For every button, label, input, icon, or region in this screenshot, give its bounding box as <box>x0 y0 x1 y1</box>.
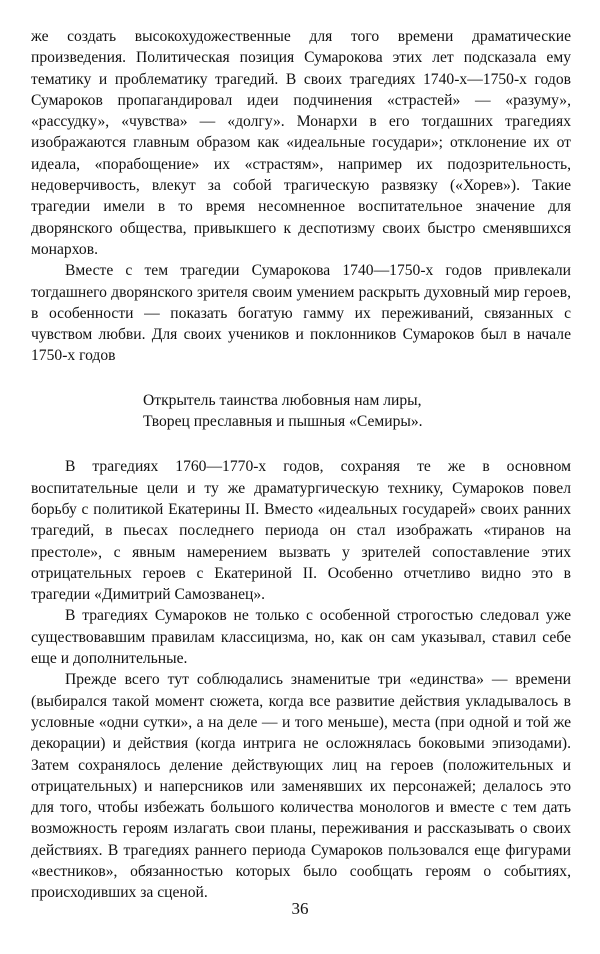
verse-line-1: Открытель таинства любовныя нам лиры, <box>143 391 422 409</box>
verse-quotation <box>31 390 571 433</box>
paragraph-early-tragedies-appeal: Вместе с тем трагедии Сумарокова 1740—1750-х годов привлекали тогдашнего дворянского зрителя своим умением раскрыть духовный мир героев, в особенности — показать богатую гамму их переживаний, связанных с чувством любви. Для своих учеников и поклонников Сумароков был в начале 1750-х годов <box>31 262 571 365</box>
paragraph-classicism-rules: В трагедиях Сумароков не только с особенной строгостью следовал уже существовавшим правилам классицизма, но, как он сам указывал, ставил себе еще и дополнительные. <box>31 607 571 668</box>
paragraph-late-tragedies: В трагедиях 1760—1770-х годов, сохраняя те же в основном воспитательные цели и ту же драматургическую технику, Сумароков повел борьбу с политикой Екатерины II. Вместо «идеальных государей» своих ранних трагедий, в пьесах последнего периода он стал изображать «тиранов на престоле», с явным намерением вызвать у зрителей сопоставление этих отрицательных героев с Екатериной II. Особенно отчетливо видно это в трагедии «Димитрий Самозванец». <box>31 458 571 604</box>
page-number: 36 <box>291 899 309 918</box>
paragraph-continuation: же создать высокохудожественные для того времени драматические произведения. Политическая позиция Сумарокова этих лет подсказала ему тематику и проблематику трагедий. В своих трагедиях 1740-х—1750-х годов Сумароков пропагандировал идеи подчинения «страстей» — «разуму», «рассудку», «чувства» — «долгу». Монархи в его тогдашних трагедиях изображаются главным образом как «идеальные государи»; отклонение их от идеала, «порабощение» их «страстям», например их подозрительность, недоверчивость, влекут за собой трагическую развязку («Хорев»). Такие трагедии имели в то время несомненное воспитательное значение для дворянского общества, привыкшего к деспотизму своих быстро сменявшихся монархов. <box>31 28 571 258</box>
paragraph-three-unities: Прежде всего тут соблюдались знаменитые три «единства» — времени (выбирался такой момент сюжета, когда все развитие действия укладывалось в условные «одни сутки», а на деле — и того меньше), места (при одной и той же декорации) и действия (когда интрига не осложнялась боковыми эпизодами). Затем сохранялось деление действующих лиц на героев (положительных и отрицательных) и наперсников или заменявших их персонажей; делалось это для того, чтобы избежать большого количества монологов и вместе с тем дать возможность героям излагать свои планы, переживания и рассказывать о своих действиях. В трагедиях раннего периода Сумароков пользовался еще фигурами «вестников», обязанностью которых было сообщать героям о событиях, происходивших за сценой. <box>31 671 571 902</box>
book-page <box>31 26 571 904</box>
verse-line-2: Творец преславныя и пышныя «Семиры». <box>143 413 423 431</box>
